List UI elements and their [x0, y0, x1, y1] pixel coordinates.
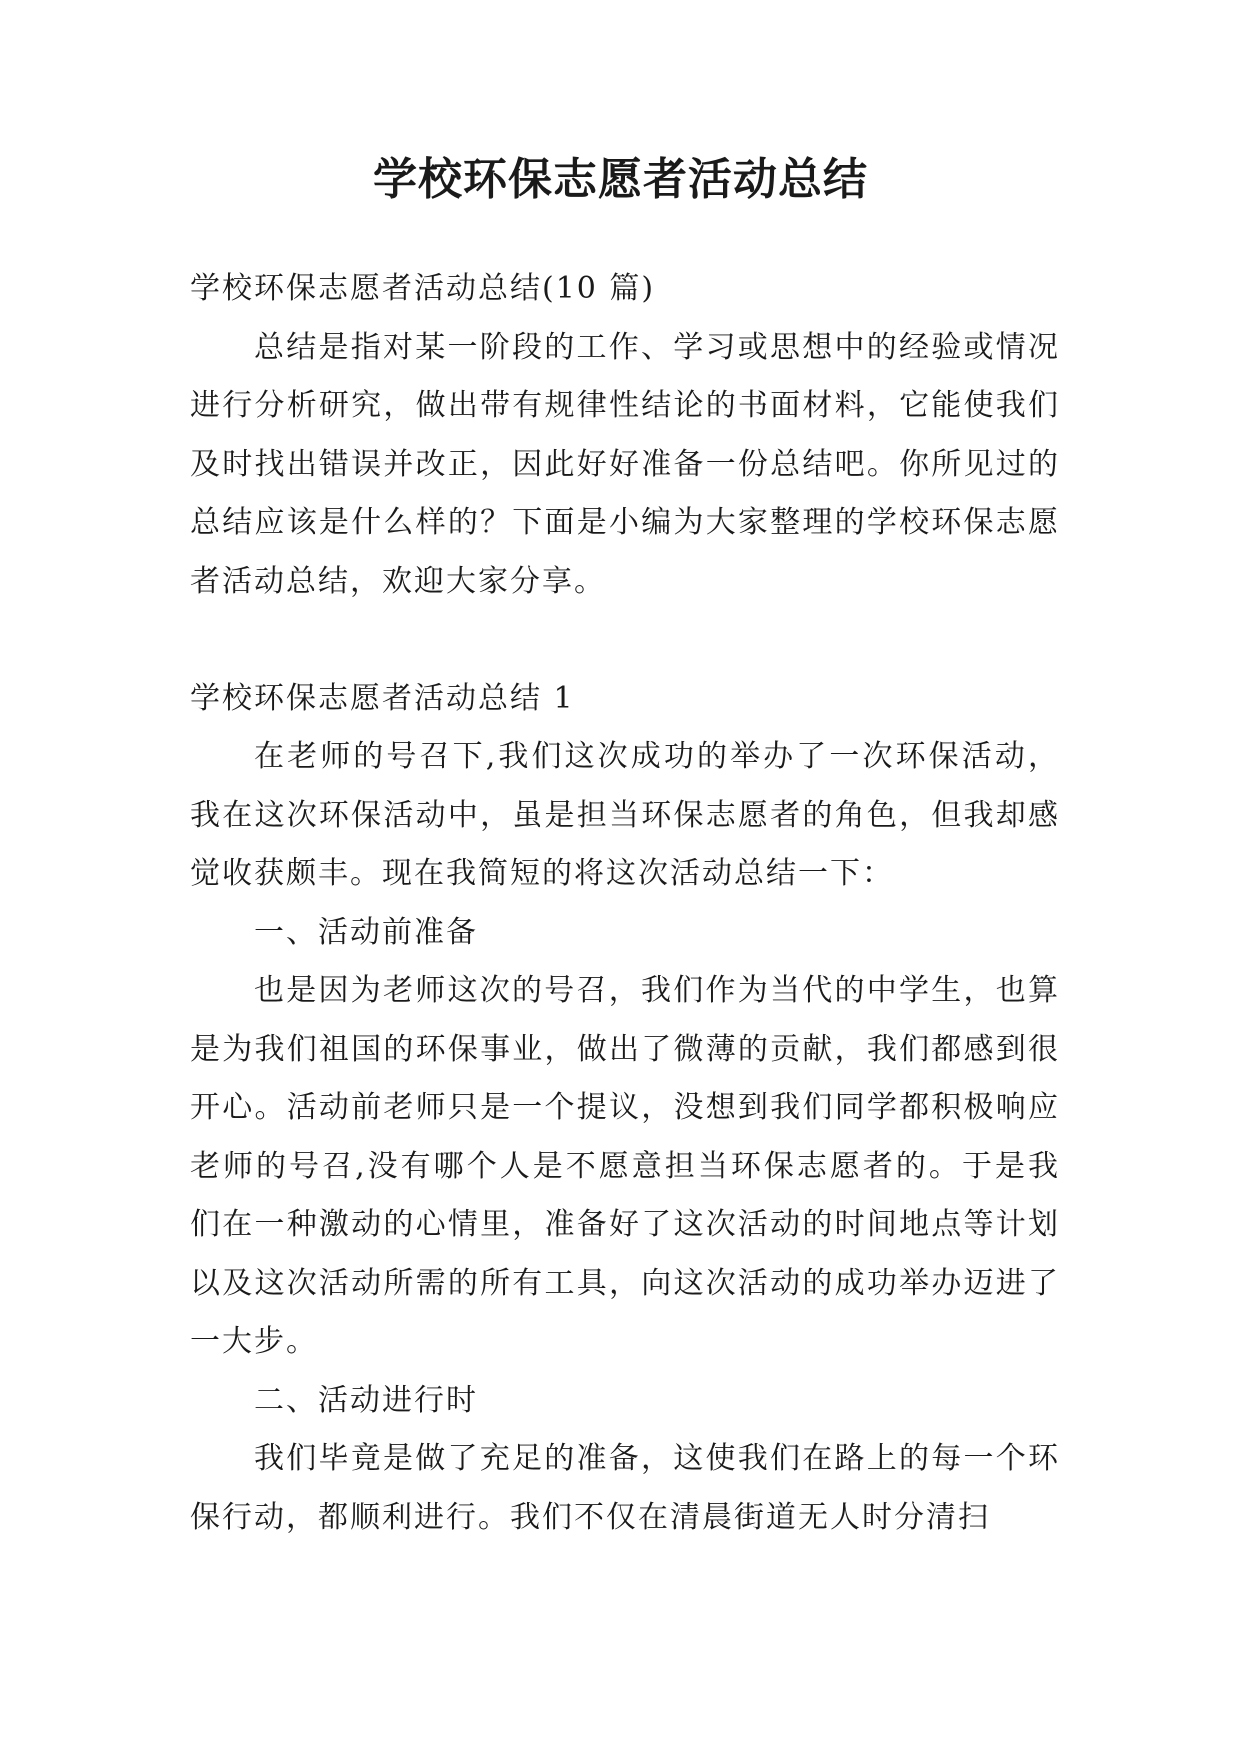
intro-paragraph: 总结是指对某一阶段的工作、学习或思想中的经验或情况进行分析研究，做出带有规律性结论的书面材料，它能使我们及时找出错误并改正，因此好好准备一份总结吧。你所见过的总结应该是什么样的？下面是小编为大家整理的学校环保志愿者活动总结，欢迎大家分享。: [190, 329, 1060, 599]
part-paragraph: 我们毕竟是做了充足的准备，这使我们在路上的每一个环保行动，都顺利进行。我们不仅在清晨街道无人时分清扫: [190, 1441, 1060, 1535]
document-subtitle: 学校环保志愿者活动总结(10 篇): [190, 271, 656, 306]
part-heading: 一、活动前准备: [254, 914, 478, 950]
section-heading: 学校环保志愿者活动总结 1: [190, 680, 575, 716]
section-paragraph: 在老师的号召下,我们这次成功的举办了一次环保活动，我在这次环保活动中，虽是担当环保志愿者的角色，但我却感觉收获颇丰。现在我简短的将这次活动总结一下：: [190, 739, 1060, 891]
document-title: 学校环保志愿者活动总结: [373, 154, 868, 205]
part-heading: 二、活动进行时: [254, 1382, 478, 1418]
document-body: [190, 260, 1060, 1547]
paragraph-gap: [190, 611, 1060, 670]
part-paragraph: 也是因为老师这次的号召，我们作为当代的中学生，也算是为我们祖国的环保事业，做出了微薄的贡献，我们都感到很开心。活动前老师只是一个提议，没想到我们同学都积极响应老师的号召,没有哪个人是不愿意担当环保志愿者的。于是我们在一种激动的心情里，准备好了这次活动的时间地点等计划以及这次活动所需的所有工具，向这次活动的成功举办迈进了一大步。: [190, 973, 1060, 1359]
